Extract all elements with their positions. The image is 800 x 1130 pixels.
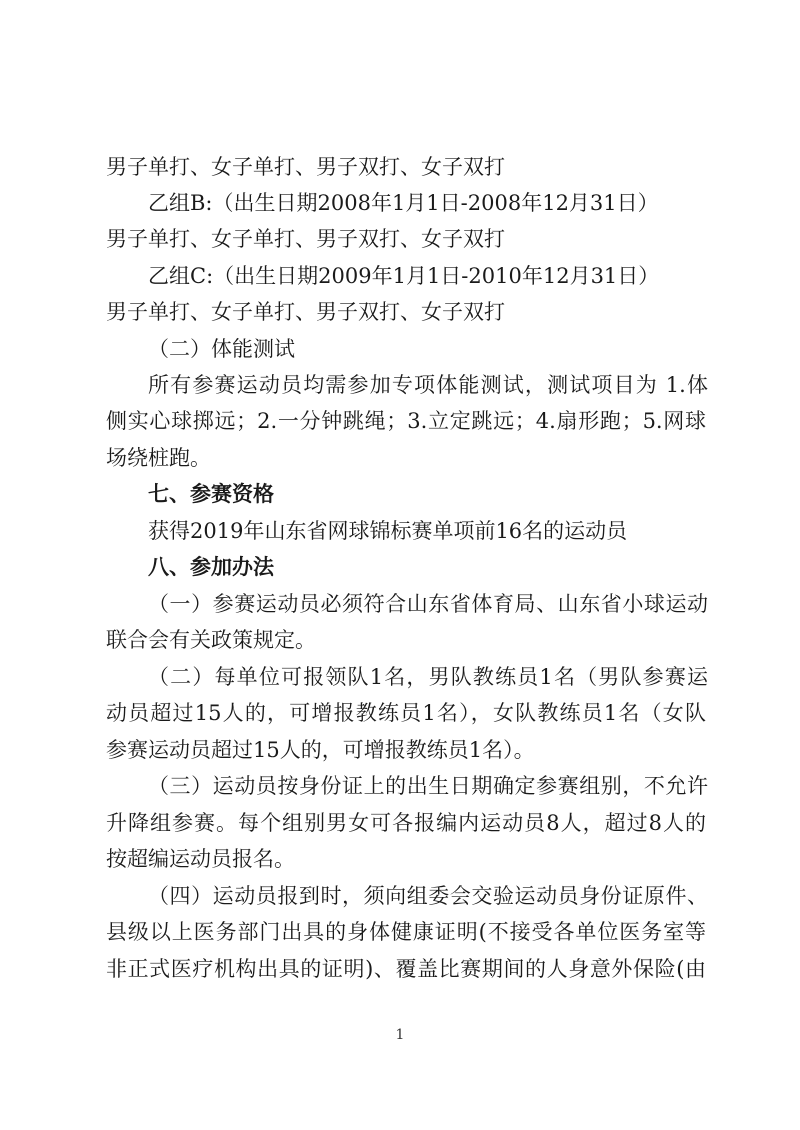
text-line: 侧实心球掷远；2.一分钟跳绳；3.立定跳远；4.扇形跑；5.网球 <box>106 409 706 433</box>
text-line: 获得2019年山东省网球锦标赛单项前16名的运动员 <box>148 519 628 543</box>
text-line: 县级以上医务部门出具的身体健康证明(不接受各单位医务室等 <box>106 920 706 944</box>
text-line: 动员超过15人的，可增报教练员1名），女队教练员1名（女队 <box>106 701 706 725</box>
text-line: 升降组参赛。每个组别男女可各报编内运动员8人，超过8人的 <box>106 811 706 835</box>
text-line: 男子单打、女子单打、男子双打、女子双打 <box>106 227 505 251</box>
section-subheading: （二）体能测试 <box>148 337 295 361</box>
page-number: 1 <box>395 1027 405 1043</box>
text-line: 参赛运动员超过15人的，可增报教练员1名）。 <box>106 738 535 762</box>
text-line: （四）运动员报到时，须向组委会交验运动员身份证原件、 <box>148 884 708 908</box>
text-line: 联合会有关政策规定。 <box>106 628 316 652</box>
text-line: （一）参赛运动员必须符合山东省体育局、山东省小球运动 <box>148 592 708 616</box>
text-line: 按超编运动员报名。 <box>106 847 295 871</box>
text-line: 场绕桩跑。 <box>106 446 211 470</box>
text-line: 男子单打、女子单打、男子双打、女子双打 <box>106 300 505 324</box>
section-heading: 七、参赛资格 <box>148 482 274 506</box>
text-line: 所有参赛运动员均需参加专项体能测试，测试项目为 1.体 <box>148 373 708 397</box>
text-line: 男子单打、女子单打、男子双打、女子双打 <box>106 155 505 179</box>
section-heading: 八、参加办法 <box>148 555 274 579</box>
text-line: 乙组C:（出生日期2009年1月1日-2010年12月31日） <box>148 264 660 288</box>
text-line: 非正式医疗机构出具的证明)、覆盖比赛期间的人身意外保险(由 <box>106 957 706 981</box>
text-line: （二）每单位可报领队1名，男队教练员1名（男队参赛运 <box>148 665 708 689</box>
text-line: （三）运动员按身份证上的出生日期确定参赛组别，不允许 <box>148 774 708 798</box>
text-line: 乙组B:（出生日期2008年1月1日-2008年12月31日） <box>148 191 659 215</box>
